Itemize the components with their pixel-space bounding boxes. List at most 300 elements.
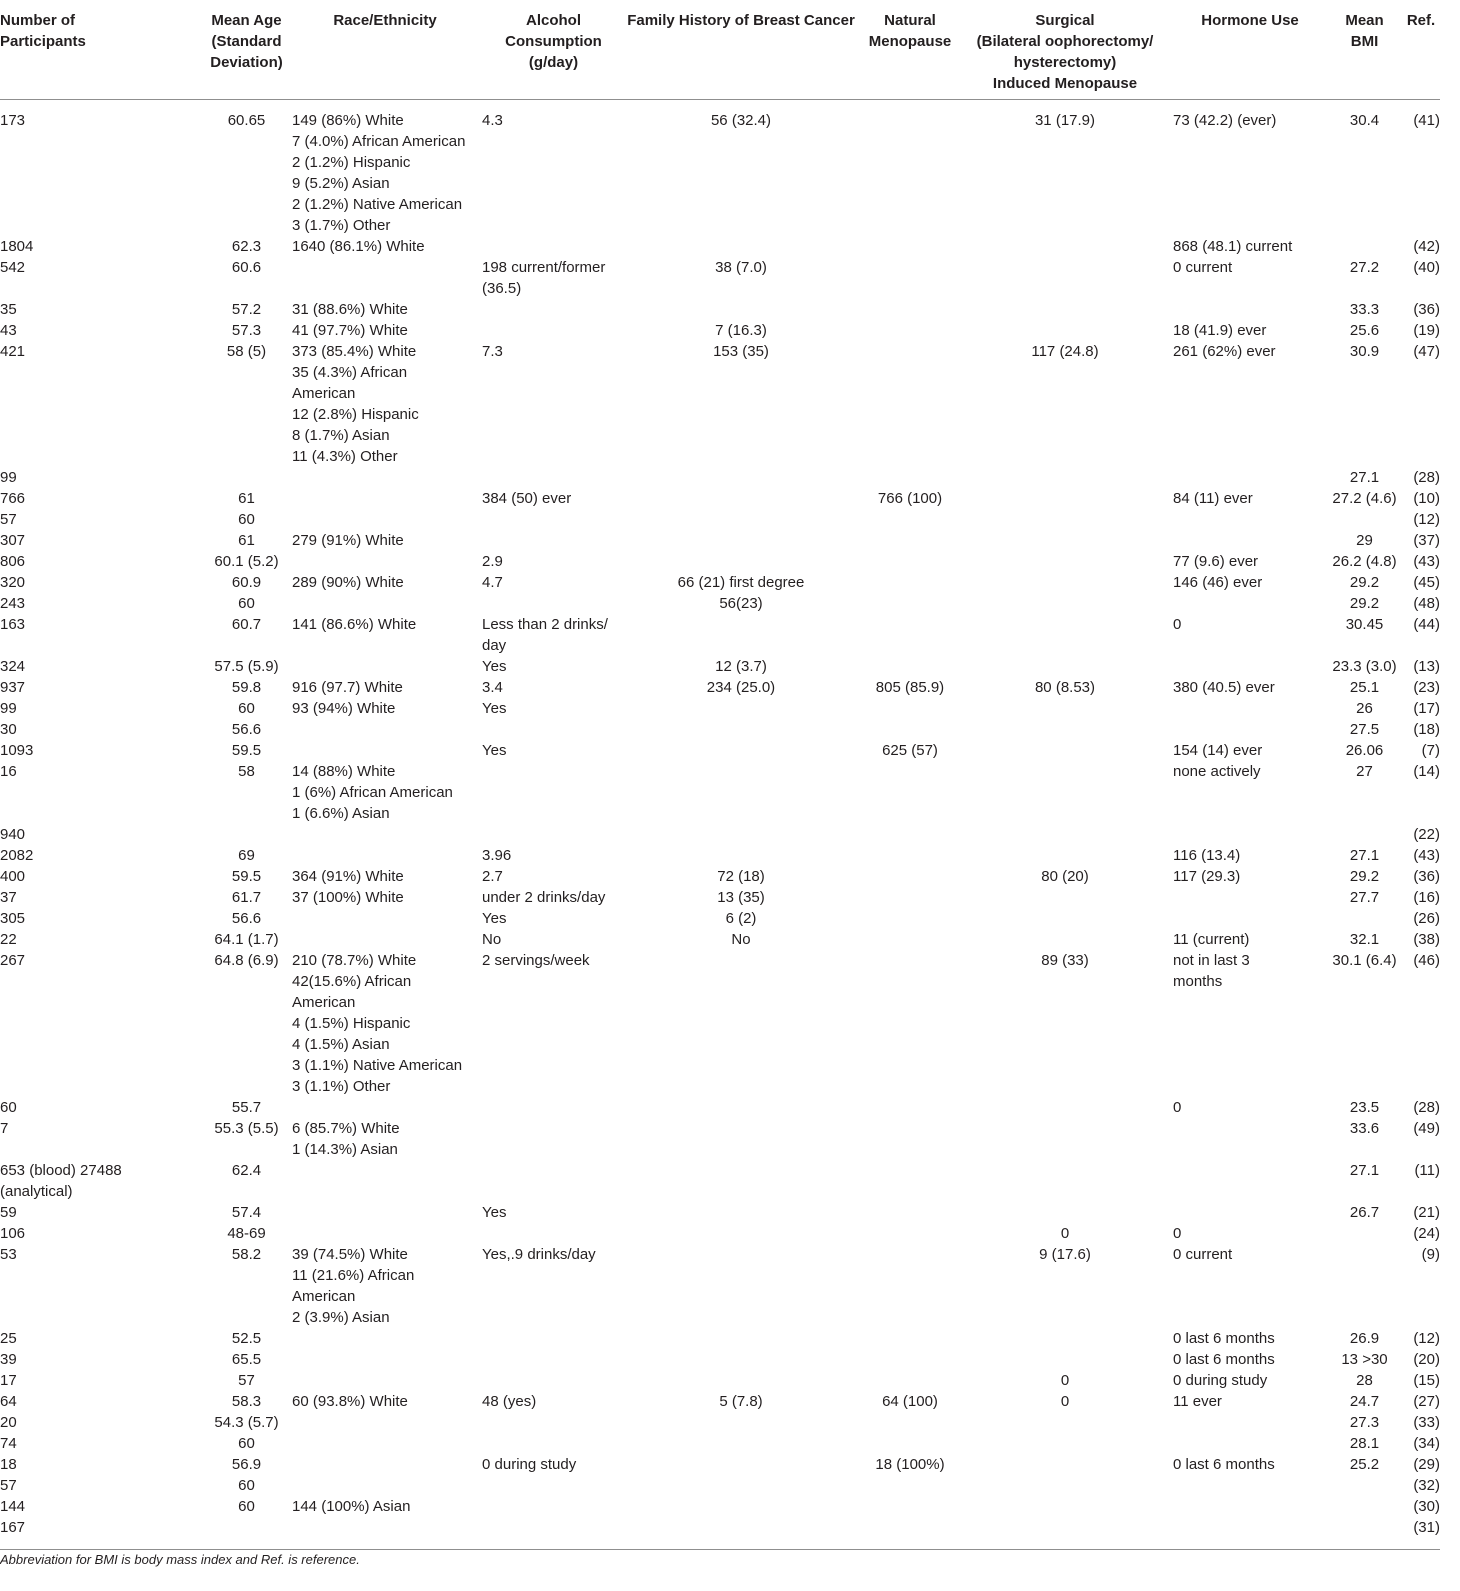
table-row: [0, 551, 1440, 572]
table-cell: (38): [1413, 931, 1440, 948]
table-cell: [963, 551, 1167, 572]
table-cell: 37: [0, 889, 17, 906]
table-cell: [963, 1202, 1167, 1223]
table-cell: 57.4: [231, 1204, 262, 1221]
table-cell: [478, 299, 625, 320]
table-cell: 384 (50) ever: [482, 490, 572, 507]
table-cell: 154 (14) ever: [1173, 742, 1263, 759]
table-cell: 72 (18): [717, 868, 765, 885]
table-row: [0, 740, 1440, 761]
table-cell: [478, 593, 625, 614]
table-cell: Yes: [482, 700, 507, 717]
table-row: [0, 1475, 1440, 1496]
table-cell: 99: [0, 469, 17, 486]
table-cell: 1640 (86.1%) White: [292, 238, 425, 255]
table-cell: 307: [0, 532, 26, 549]
table-cell: 400: [0, 868, 26, 885]
table-cell: [625, 950, 857, 1097]
table-cell: 12 (3.7): [715, 658, 767, 675]
table-cell: (42): [1413, 238, 1440, 255]
table-cell: 56(23): [719, 595, 763, 612]
table-cell: [963, 1433, 1167, 1454]
table-cell: [478, 1160, 625, 1202]
table-cell: 56.6: [231, 721, 262, 738]
table-cell: [963, 320, 1167, 341]
table-cell: [963, 509, 1167, 530]
table-cell: 27.5: [1349, 721, 1380, 738]
table-cell: [963, 698, 1167, 719]
table-cell: (30): [1413, 1498, 1440, 1515]
table-cell: 53: [0, 1246, 17, 1263]
table-cell: 0: [1173, 1225, 1182, 1242]
table-cell: [288, 824, 478, 845]
table-cell: [1167, 1412, 1327, 1433]
table-cell: 57: [238, 1372, 255, 1389]
table-cell: 58: [238, 763, 255, 780]
table-cell: 22: [0, 931, 17, 948]
table-cell: [857, 929, 963, 950]
table-cell: 41 (97.7%) White: [292, 322, 408, 339]
table-cell: [1327, 236, 1402, 257]
table-cell: [1167, 1118, 1327, 1160]
table-cell: [857, 100, 963, 237]
table-cell: 62.4: [231, 1162, 262, 1179]
table-cell: (41): [1413, 112, 1440, 129]
table-cell: 0 during study: [1173, 1372, 1268, 1389]
table-cell: [1327, 1496, 1402, 1517]
table-cell: (23): [1413, 679, 1440, 696]
table-cell: [857, 887, 963, 908]
table-cell: not in last 3 months: [1173, 952, 1250, 990]
table-cell: [963, 530, 1167, 551]
table-cell: [1167, 1517, 1327, 1538]
table-cell: [288, 1370, 478, 1391]
table-cell: 61: [238, 490, 255, 507]
table-cell: 116 (13.4): [1173, 847, 1241, 864]
table-cell: 0: [1060, 1393, 1070, 1410]
table-cell: [478, 1223, 625, 1244]
table-cell: (17): [1413, 700, 1440, 717]
table-cell: 60: [0, 1099, 17, 1116]
table-cell: [857, 1160, 963, 1202]
table-cell: [963, 593, 1167, 614]
table-cell: 805 (85.9): [875, 679, 945, 696]
table-cell: [625, 1160, 857, 1202]
table-cell: [1327, 1223, 1402, 1244]
table-cell: [963, 1118, 1167, 1160]
table-cell: [857, 320, 963, 341]
table-cell: 7: [0, 1120, 9, 1137]
table-cell: under 2 drinks/day: [482, 889, 606, 906]
table-cell: (45): [1413, 574, 1440, 591]
table-cell: 625 (57): [882, 742, 938, 759]
column-header: Family History of Breast Cancer: [625, 8, 857, 100]
table-cell: [857, 1202, 963, 1223]
table-cell: 117 (29.3): [1173, 868, 1241, 885]
table-cell: [857, 1244, 963, 1328]
table-cell: 23.5: [1349, 1099, 1380, 1116]
table-cell: (18): [1413, 721, 1440, 738]
table-cell: 9 (17.6): [1039, 1246, 1091, 1263]
table-cell: 60: [238, 700, 255, 717]
table-cell: [963, 1160, 1167, 1202]
table-cell: 56.9: [231, 1456, 262, 1473]
table-cell: [1327, 1517, 1402, 1538]
table-cell: 2.9: [482, 553, 503, 570]
table-cell: 58.2: [231, 1246, 262, 1263]
table-cell: [857, 866, 963, 887]
table-cell: 29.2: [1349, 868, 1380, 885]
table-cell: 0 during study: [482, 1456, 577, 1473]
table-cell: 18: [0, 1456, 17, 1473]
table-cell: 0 current: [1173, 1246, 1233, 1263]
table-cell: [857, 1475, 963, 1496]
table-cell: 117 (24.8): [1031, 343, 1099, 360]
table-cell: 5 (7.8): [719, 1393, 763, 1410]
table-cell: [625, 1223, 857, 1244]
table-cell: [963, 719, 1167, 740]
table-cell: 38 (7.0): [715, 259, 767, 276]
table-cell: 59.5: [231, 868, 262, 885]
table-cell: [1167, 509, 1327, 530]
table-cell: 60 (93.8%) White: [292, 1393, 408, 1410]
table-row: [0, 719, 1440, 740]
table-cell: [963, 572, 1167, 593]
table-cell: [857, 1118, 963, 1160]
table-cell: [857, 1433, 963, 1454]
table-cell: [1327, 824, 1402, 845]
table-cell: [478, 1118, 625, 1160]
table-cell: [288, 257, 478, 299]
table-cell: (36): [1413, 301, 1440, 318]
column-header: Number of Participants: [0, 8, 205, 100]
table-cell: Yes: [482, 1204, 507, 1221]
column-header: Mean Age (Standard Deviation): [205, 8, 288, 100]
table-cell: [963, 257, 1167, 299]
table-cell: [625, 1118, 857, 1160]
table-cell: 234 (25.0): [706, 679, 776, 696]
header-row: [0, 8, 1440, 100]
table-cell: [1327, 1244, 1402, 1328]
table-cell: 163: [0, 616, 26, 633]
table-cell: 93 (94%) White: [292, 700, 396, 717]
table-row: [0, 761, 1440, 824]
table-cell: [963, 299, 1167, 320]
table-cell: 30.1 (6.4): [1332, 952, 1397, 969]
table-cell: [857, 845, 963, 866]
table-cell: [625, 1202, 857, 1223]
table-cell: 766 (100): [877, 490, 943, 507]
table-cell: 4.3: [482, 112, 503, 129]
table-cell: 267: [0, 952, 26, 969]
table-cell: [963, 1349, 1167, 1370]
table-cell: 48-69: [227, 1225, 266, 1242]
table-cell: [857, 1223, 963, 1244]
table-cell: 146 (46) ever: [1173, 574, 1263, 591]
table-cell: [478, 761, 625, 824]
table-row: [0, 299, 1440, 320]
table-cell: [288, 908, 478, 929]
table-header: [0, 8, 1440, 100]
table-cell: Yes: [482, 910, 507, 927]
table-cell: 39 (74.5%) White 11 (21.6%) African American 2 (3.9%) Asian: [292, 1246, 415, 1326]
table-cell: 26.2 (4.8): [1332, 553, 1397, 570]
table-cell: (27): [1413, 1393, 1440, 1410]
table-cell: 144: [0, 1498, 26, 1515]
table-cell: [857, 614, 963, 656]
table-cell: [625, 1454, 857, 1475]
table-cell: 380 (40.5) ever: [1173, 679, 1275, 696]
table-cell: 65.5: [231, 1351, 262, 1368]
table-cell: 324: [0, 658, 26, 675]
table-cell: (34): [1413, 1435, 1440, 1452]
table-cell: 305: [0, 910, 26, 927]
table-row: [0, 467, 1440, 488]
table-row: [0, 593, 1440, 614]
table-cell: 37 (100%) White: [292, 889, 404, 906]
table-cell: [625, 1244, 857, 1328]
table-cell: 7 (16.3): [715, 322, 767, 339]
table-cell: 0: [1060, 1372, 1070, 1389]
table-cell: 141 (86.6%) White: [292, 616, 417, 633]
table-cell: 56 (32.4): [710, 112, 772, 129]
table-cell: 57: [0, 511, 17, 528]
table-cell: [857, 656, 963, 677]
table-cell: [625, 824, 857, 845]
table-cell: [1167, 530, 1327, 551]
table-cell: 64.8 (6.9): [214, 952, 279, 969]
table-cell: [857, 257, 963, 299]
table-footnote: Abbreviation for BMI is body mass index and Ref. is reference.: [0, 1549, 1440, 1567]
table-cell: [625, 1328, 857, 1349]
table-cell: 243: [0, 595, 26, 612]
table-cell: [963, 1496, 1167, 1517]
table-cell: [1167, 824, 1327, 845]
table-cell: [857, 530, 963, 551]
table-cell: 937: [0, 679, 26, 696]
table-cell: 11 (current): [1173, 931, 1250, 948]
table-cell: 1093: [0, 742, 34, 759]
table-cell: 916 (97.7) White: [292, 679, 403, 696]
table-cell: 48 (yes): [482, 1393, 537, 1410]
table-cell: 57.2: [231, 301, 262, 318]
table-cell: [625, 614, 857, 656]
table-cell: [625, 467, 857, 488]
table-cell: 24.7: [1349, 1393, 1380, 1410]
column-header: Mean BMI: [1327, 8, 1402, 100]
table-cell: (37): [1413, 532, 1440, 549]
table-cell: 30.4: [1349, 112, 1380, 129]
table-cell: [857, 551, 963, 572]
table-row: [0, 1370, 1440, 1391]
table-cell: [963, 236, 1167, 257]
table-cell: 18 (100%): [875, 1456, 945, 1473]
table-row: [0, 1412, 1440, 1433]
table-cell: [478, 719, 625, 740]
table-cell: [288, 1202, 478, 1223]
table-cell: 31 (88.6%) White: [292, 301, 408, 318]
table-cell: 27.2: [1349, 259, 1380, 276]
table-cell: (16): [1413, 889, 1440, 906]
table-cell: [1167, 1202, 1327, 1223]
table-cell: 57: [0, 1477, 17, 1494]
table-cell: [478, 1412, 625, 1433]
column-header: Hormone Use: [1167, 8, 1327, 100]
table-cell: 542: [0, 259, 26, 276]
table-row: [0, 341, 1440, 467]
table-cell: [625, 1433, 857, 1454]
table-cell: 29.2: [1349, 574, 1380, 591]
table-cell: 60: [238, 1435, 255, 1452]
table-cell: [478, 320, 625, 341]
column-header: Alcohol Consumption (g/day): [478, 8, 625, 100]
table-cell: [625, 1475, 857, 1496]
table-cell: [857, 236, 963, 257]
table-cell: [478, 1517, 625, 1538]
table-cell: 210 (78.7%) White 42(15.6%) African American 4 (1.5%) Hispanic 4 (1.5%) Asian 3 (1.1%) Native American 3 (1.1%) Other: [292, 952, 463, 1095]
table-cell: 60: [238, 511, 255, 528]
table-cell: 60.6: [231, 259, 262, 276]
table-cell: 29: [1356, 532, 1373, 549]
table-cell: (9): [1421, 1246, 1440, 1263]
table-cell: [857, 761, 963, 824]
table-cell: [1167, 1433, 1327, 1454]
table-cell: [625, 1496, 857, 1517]
table-cell: 653 (blood) 27488 (analytical): [0, 1162, 122, 1200]
table-cell: 59: [0, 1204, 17, 1221]
table-cell: [1327, 1475, 1402, 1496]
table-cell: [288, 593, 478, 614]
table-cell: (12): [1413, 1330, 1440, 1347]
table-cell: 99: [0, 700, 17, 717]
table-cell: (48): [1413, 595, 1440, 612]
table-cell: 33.3: [1349, 301, 1380, 318]
table-row: [0, 1328, 1440, 1349]
table-cell: [1167, 1160, 1327, 1202]
table-cell: 52.5: [231, 1330, 262, 1347]
table-cell: [963, 1097, 1167, 1118]
table-cell: [625, 509, 857, 530]
table-cell: 64.1 (1.7): [214, 931, 279, 948]
table-cell: 421: [0, 343, 26, 360]
table-cell: [963, 1517, 1167, 1538]
table-cell: 6 (2): [725, 910, 757, 927]
table-cell: 66 (21) first degree: [677, 574, 805, 591]
table-cell: 6 (85.7%) White 1 (14.3%) Asian: [292, 1120, 400, 1158]
table-cell: [625, 698, 857, 719]
table-row: [0, 677, 1440, 698]
table-cell: 59.5: [231, 742, 262, 759]
table-cell: 320: [0, 574, 26, 591]
table-cell: [857, 1328, 963, 1349]
table-cell: 30.9: [1349, 343, 1380, 360]
table-cell: 35: [0, 301, 17, 318]
table-row: [0, 824, 1440, 845]
table-cell: (28): [1413, 469, 1440, 486]
table-cell: 60.9: [231, 574, 262, 591]
table-cell: [625, 1349, 857, 1370]
table-cell: 55.7: [231, 1099, 262, 1116]
column-header: Natural Menopause: [857, 8, 963, 100]
table-cell: [478, 1496, 625, 1517]
table-cell: [857, 1097, 963, 1118]
table-cell: 940: [0, 826, 26, 843]
table-cell: (11): [1414, 1162, 1440, 1179]
table-cell: 27.1: [1349, 469, 1380, 486]
table-cell: No: [731, 931, 751, 948]
table-cell: [625, 761, 857, 824]
table-cell: 0: [1173, 616, 1182, 633]
table-cell: [288, 1328, 478, 1349]
table-cell: 3.4: [482, 679, 503, 696]
table-cell: 59.8: [231, 679, 262, 696]
table-cell: 58.3: [231, 1393, 262, 1410]
table-row: [0, 1454, 1440, 1475]
table-cell: [857, 299, 963, 320]
table-row: [0, 1496, 1440, 1517]
table-cell: (33): [1413, 1414, 1440, 1431]
table-cell: [963, 1475, 1167, 1496]
table-cell: [857, 593, 963, 614]
table-cell: 62.3: [231, 238, 262, 255]
table-row: [0, 572, 1440, 593]
table-row: [0, 1202, 1440, 1223]
table-row: [0, 614, 1440, 656]
table-cell: 2.7: [482, 868, 503, 885]
table-cell: [288, 488, 478, 509]
table-cell: 27.1: [1349, 847, 1380, 864]
table-cell: [963, 761, 1167, 824]
table-cell: (47): [1413, 343, 1440, 360]
table-cell: [288, 1412, 478, 1433]
table-cell: [288, 1349, 478, 1370]
table-cell: 7.3: [482, 343, 503, 360]
table-cell: [1327, 509, 1402, 530]
table-cell: (15): [1413, 1372, 1440, 1389]
table-cell: Yes: [482, 658, 507, 675]
table-row: [0, 1517, 1440, 1538]
table-cell: 806: [0, 553, 26, 570]
table-cell: (12): [1413, 511, 1440, 528]
table-cell: 4.7: [482, 574, 503, 591]
table-cell: [625, 551, 857, 572]
table-cell: [1167, 908, 1327, 929]
table-cell: [963, 656, 1167, 677]
table-cell: [1167, 467, 1327, 488]
table-cell: [288, 1160, 478, 1202]
table-cell: 13 >30: [1341, 1351, 1388, 1368]
table-cell: [1167, 1475, 1327, 1496]
table-cell: 766: [0, 490, 26, 507]
table-cell: 289 (90%) White: [292, 574, 404, 591]
table-cell: 27.2 (4.6): [1332, 490, 1397, 507]
table-cell: 23.3 (3.0): [1332, 658, 1397, 675]
table-cell: (24): [1413, 1225, 1440, 1242]
table-cell: No: [482, 931, 502, 948]
table-cell: 74: [0, 1435, 17, 1452]
table-cell: [857, 908, 963, 929]
table-cell: [963, 929, 1167, 950]
table-cell: 27.7: [1349, 889, 1380, 906]
table-cell: [478, 1475, 625, 1496]
table-cell: [478, 1433, 625, 1454]
table-cell: [288, 1223, 478, 1244]
table-cell: [963, 614, 1167, 656]
table-cell: [288, 551, 478, 572]
table-cell: [857, 1412, 963, 1433]
table-cell: 28: [1356, 1372, 1373, 1389]
table-cell: [205, 1517, 288, 1538]
